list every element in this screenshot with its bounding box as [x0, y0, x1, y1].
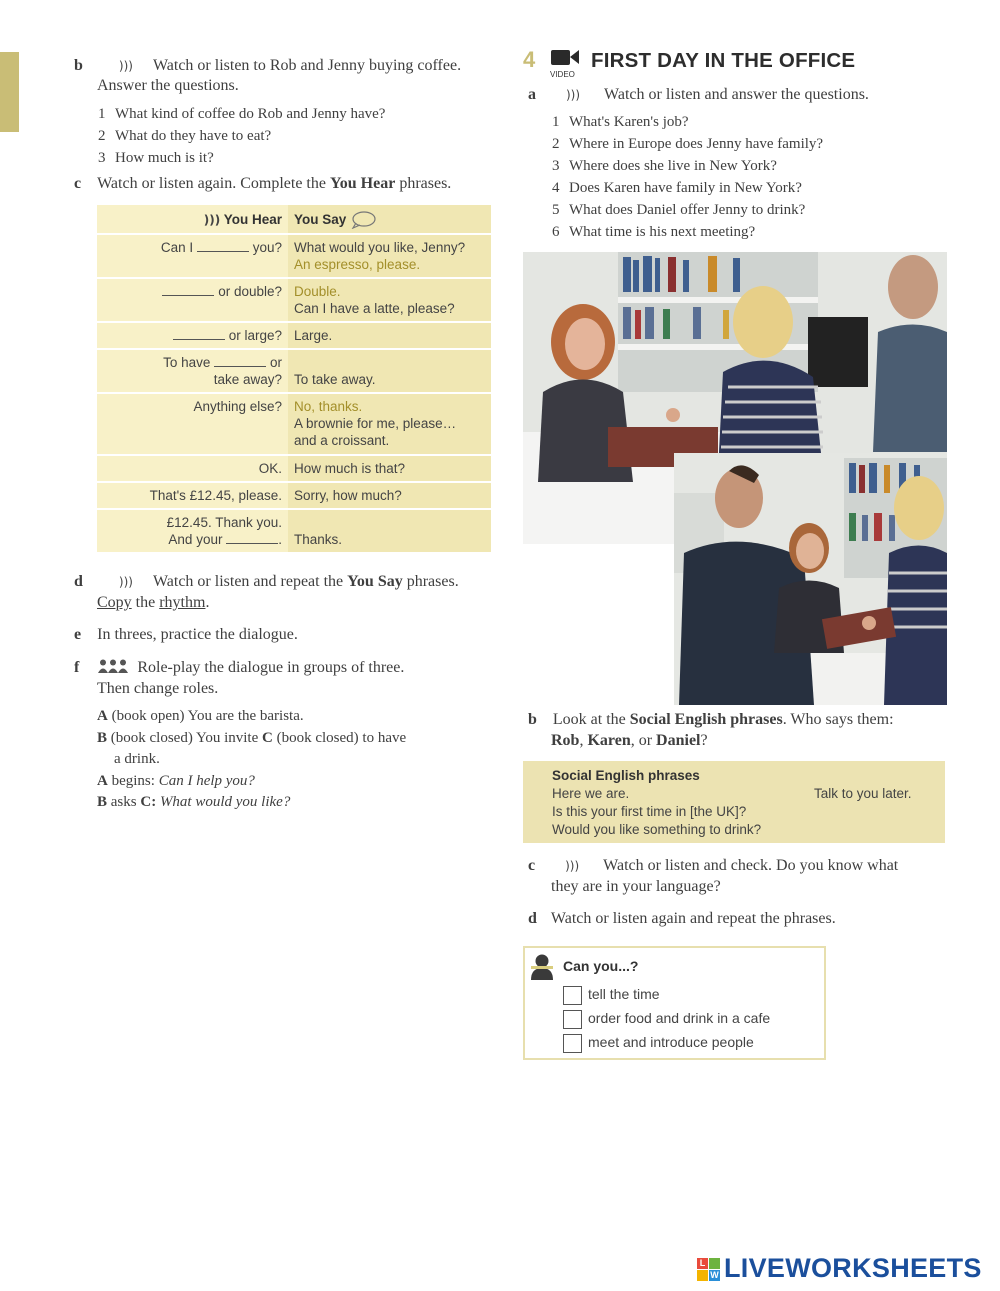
instruction-text-line2: Answer the questions.: [97, 77, 239, 94]
instruction-text: Watch or listen to Rob and Jenny buying coffee.: [152, 57, 462, 74]
exercise-d-line2: Copy the rhythm.: [97, 594, 210, 611]
list-item: 2 What do they have to eat?: [98, 128, 272, 144]
exercise-b-right: b Look at the Social English phrases. Who says them:: [528, 711, 894, 728]
audio-icon: ))): [118, 575, 133, 589]
audio-icon: ))): [565, 859, 580, 873]
exercise-c: c Watch or listen again. Complete the You Hear phrases.: [74, 175, 452, 192]
table-row: That's £12.45, please. Sorry, how much?: [97, 482, 491, 509]
roleplay-instructions: A (book open) You are the barista. B (book closed) You invite C (book closed) to have a drink. A begins: Can I help you? B asks C: What would you like?: [97, 708, 407, 810]
phrase: Talk to you later.: [814, 786, 912, 801]
table-row: or double? Double. Can I have a latte, please?: [97, 278, 491, 322]
audio-icon: ))): [566, 88, 581, 102]
can-you-list: [563, 982, 770, 1054]
checklist-item: meet and introduce people: [563, 1030, 770, 1054]
liveworksheets-brand: LIVEWORKSHEETS: [724, 1253, 982, 1283]
audio-icon: ))): [203, 213, 221, 227]
video-icon: VIDEO: [550, 47, 582, 77]
group-icon: [97, 659, 129, 673]
blank-input[interactable]: [197, 241, 249, 252]
can-you-title: Can you...?: [563, 958, 639, 974]
person-icon: [531, 954, 553, 980]
exercise-f-line2: Then change roles.: [97, 680, 219, 697]
list-item: 3 Where does she live in New York?: [552, 158, 777, 174]
phrase: Here we are.: [552, 786, 630, 801]
list-item: 1 What kind of coffee do Rob and Jenny have?: [98, 106, 386, 122]
exercise-c-right: c ))) Watch or listen and check. Do you know what: [528, 857, 899, 874]
checklist-item: tell the time: [563, 982, 770, 1006]
you-say-header: You Say: [288, 205, 491, 234]
page-side-tab: [0, 52, 19, 132]
office-photo-2: [674, 453, 947, 705]
blank-input[interactable]: [214, 356, 266, 367]
table-row: Anything else? No, thanks. A brownie for me, please… and a croissant.: [97, 393, 491, 455]
question-list: [98, 103, 385, 169]
checkbox[interactable]: [563, 986, 582, 1005]
question-list: [552, 111, 823, 243]
exercise-letter: b: [74, 57, 83, 74]
exercise-b-right-line2: Rob, Karen, or Daniel?: [551, 732, 708, 749]
table-header-row: [97, 205, 491, 234]
speech-bubble-icon: [350, 211, 376, 229]
exercise-b: [74, 57, 461, 75]
exercise-c-right-line2: they are in your language?: [551, 878, 721, 895]
blank-input[interactable]: [162, 285, 214, 296]
checklist-item: order food and drink in a cafe: [563, 1006, 770, 1030]
social-english-box: [523, 761, 945, 843]
phrase: Is this your first time in [the UK]?: [552, 804, 747, 819]
list-item: 2 Where in Europe does Jenny have family?: [552, 136, 824, 152]
liveworksheets-logo-icon: L W: [697, 1258, 721, 1282]
you-hear-header: ))) You Hear: [97, 205, 288, 234]
list-item: 4 Does Karen have family in New York?: [552, 180, 802, 196]
table-row: Can I you? What would you like, Jenny? An espresso, please.: [97, 234, 491, 278]
exercise-e: e In threes, practice the dialogue.: [74, 626, 298, 643]
section-title: FIRST DAY IN THE OFFICE: [591, 49, 856, 72]
exercise-d-right: d Watch or listen again and repeat the phrases.: [528, 910, 836, 927]
list-item: 6 What time is his next meeting?: [552, 224, 756, 240]
list-item: 1 What's Karen's job?: [552, 114, 689, 130]
blank-input[interactable]: [173, 329, 225, 340]
list-item: 3 How much is it?: [98, 150, 214, 166]
table-row: or large? Large.: [97, 322, 491, 349]
list-item: 5 What does Daniel offer Jenny to drink?: [552, 202, 806, 218]
blank-input[interactable]: [226, 533, 278, 544]
phrase: Would you like something to drink?: [552, 822, 762, 837]
exercise-f: f Role-play the dialogue in groups of three.: [74, 659, 405, 676]
dialogue-table: [97, 205, 491, 554]
can-you-box: [523, 946, 826, 1060]
checkbox[interactable]: [563, 1034, 582, 1053]
table-row: To have or take away? To take away.: [97, 349, 491, 393]
social-box-title: Social English phrases: [552, 768, 700, 783]
table-row: OK. How much is that?: [97, 455, 491, 482]
section-number: 4: [523, 47, 536, 72]
audio-icon: ))): [118, 59, 133, 73]
table-row: £12.45. Thank you. And your . Thanks.: [97, 509, 491, 553]
exercise-d: d ))) Watch or listen and repeat the You Say phrases.: [74, 573, 459, 590]
exercise-a: a ))) Watch or listen and answer the questions.: [528, 86, 869, 103]
checkbox[interactable]: [563, 1010, 582, 1029]
